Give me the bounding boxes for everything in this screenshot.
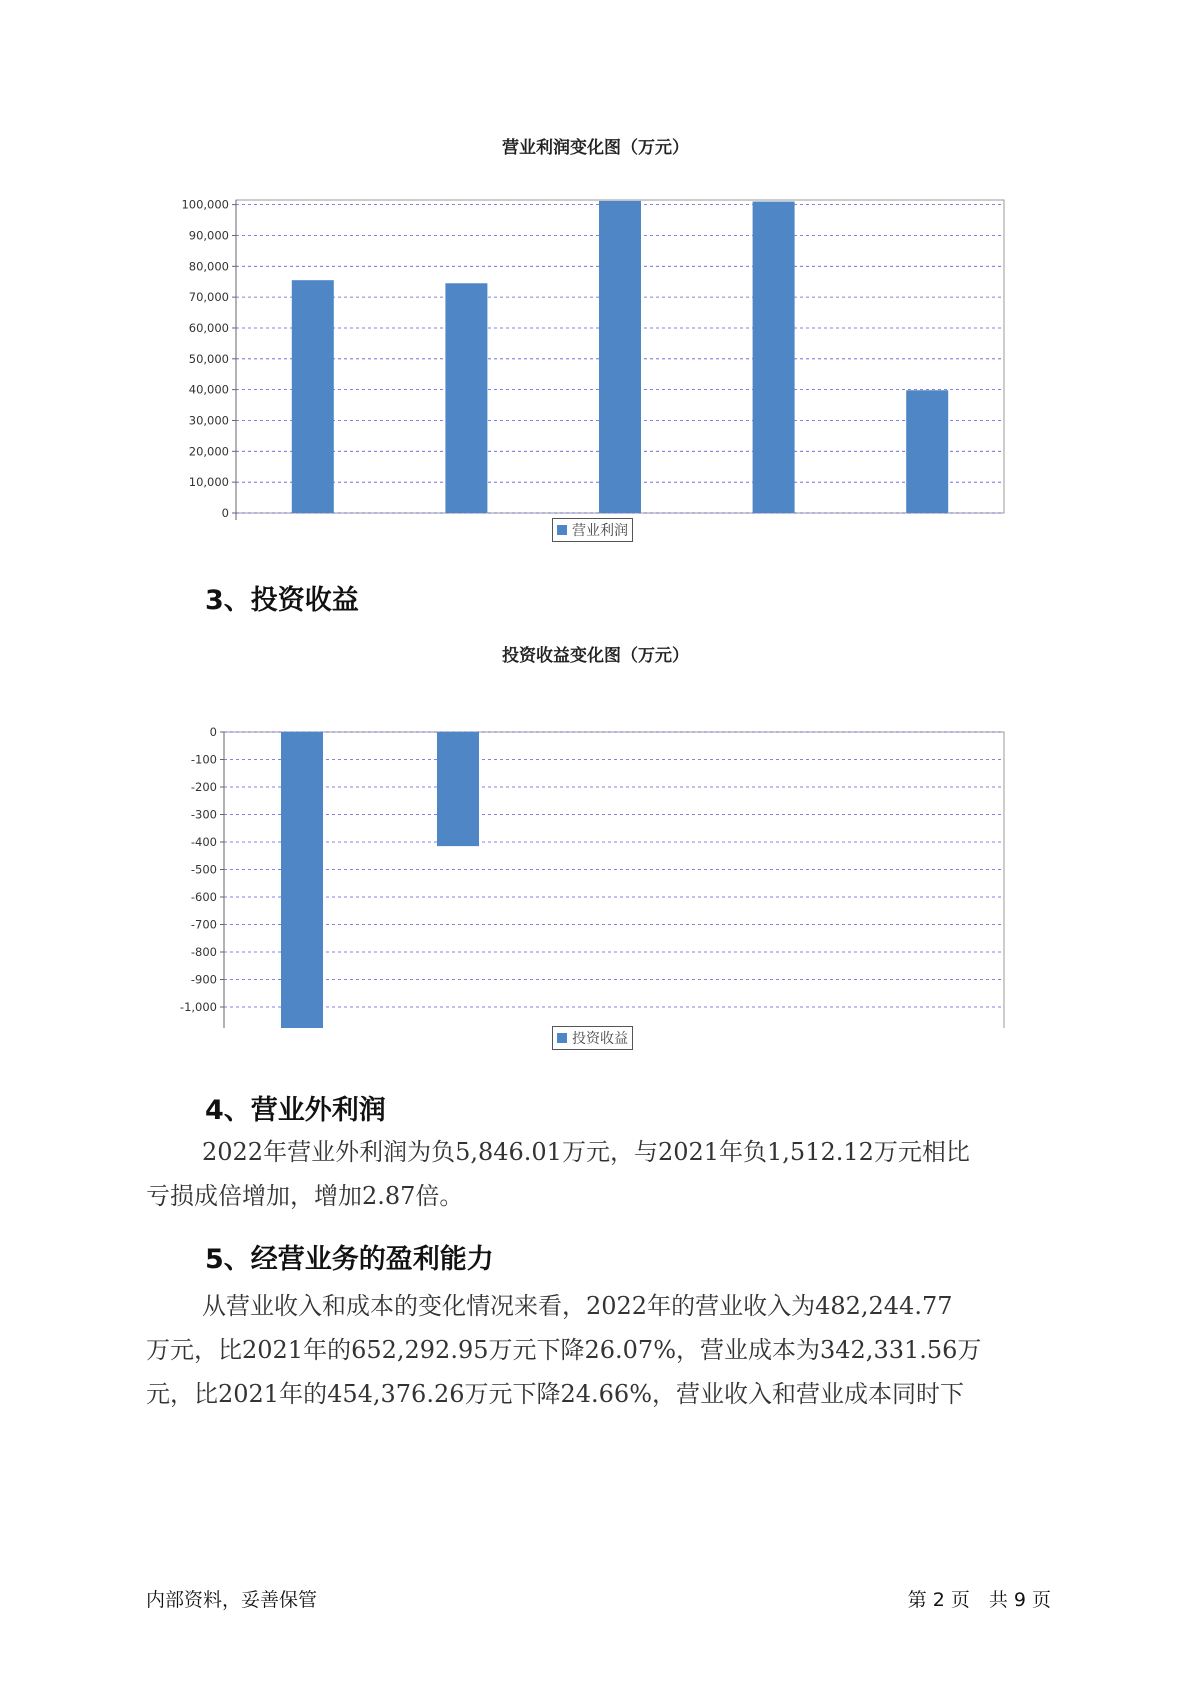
y-tick-label: 100,000	[181, 197, 229, 212]
y-tick-label: 30,000	[188, 413, 229, 428]
paragraph-line: 亏损成倍增加，增加2.87倍。	[146, 1182, 464, 1210]
paragraph-line: 元，比2021年的454,376.26万元下降24.66%，营业收入和营业成本同时下	[146, 1380, 965, 1408]
chart2-legend	[552, 1026, 633, 1050]
chart1-title: 营业利润变化图（万元）	[502, 138, 689, 158]
y-tick-label: -200	[190, 780, 217, 794]
y-tick-label: -1,000	[179, 1000, 217, 1014]
y-tick-label	[180, 1028, 217, 1029]
chart2-legend-label: 投资收益	[572, 1031, 628, 1047]
legend-swatch-icon	[557, 1033, 567, 1043]
footer-confidential-note: 内部资料，妥善保管	[146, 1589, 318, 1611]
heading-investment-income: 3、投资收益	[205, 585, 359, 616]
bar	[753, 202, 795, 513]
paragraph-profitability	[146, 1284, 1046, 1416]
heading-non-operating-profit: 4、营业外利润	[205, 1095, 386, 1126]
bar	[437, 732, 479, 846]
footer-page-number: 第 2 页 共 9 页	[907, 1589, 1051, 1611]
y-tick-label: -100	[190, 752, 217, 767]
operating-profit-chart	[0, 160, 1191, 520]
y-tick-label: -500	[190, 862, 217, 877]
y-tick-label: -600	[190, 890, 217, 904]
plot-area	[224, 732, 1004, 1028]
bar	[445, 283, 487, 513]
y-tick-label: -400	[190, 835, 217, 849]
chart2-title: 投资收益变化图（万元）	[502, 646, 689, 666]
bar	[281, 732, 323, 1028]
legend-swatch-icon	[557, 525, 567, 535]
y-tick-label: -300	[190, 807, 217, 822]
y-tick-label: 70,000	[188, 290, 229, 305]
y-tick-label: 0	[221, 506, 229, 520]
y-tick-label: 20,000	[188, 444, 229, 459]
paragraph-line: 从营业收入和成本的变化情况来看，2022年的营业收入为482,244.77	[202, 1292, 953, 1320]
paragraph-non-operating-profit	[146, 1130, 1046, 1218]
y-tick-label: -700	[190, 917, 217, 932]
chart1-legend-label: 营业利润	[572, 523, 628, 539]
y-tick-label: 40,000	[188, 382, 229, 397]
chart1-legend	[552, 518, 633, 542]
bar	[906, 390, 948, 513]
paragraph-line: 万元，比2021年的652,292.95万元下降26.07%，营业成本为342,331.56万	[146, 1336, 982, 1364]
investment-income-chart	[0, 668, 1191, 1028]
heading-profitability: 5、经营业务的盈利能力	[205, 1244, 494, 1275]
bar	[292, 280, 334, 513]
y-tick-label: 60,000	[188, 320, 229, 335]
y-tick-label: -800	[190, 945, 217, 959]
y-tick-label: 50,000	[188, 351, 229, 366]
y-tick-label: -900	[190, 972, 217, 987]
bar	[599, 201, 641, 513]
paragraph-line: 2022年营业外利润为负5,846.01万元，与2021年负1,512.12万元相比	[202, 1138, 970, 1166]
y-tick-label: 10,000	[188, 475, 229, 490]
y-tick-label: 80,000	[188, 259, 229, 274]
y-tick-label: 90,000	[188, 228, 229, 243]
y-tick-label: 0	[209, 725, 217, 739]
